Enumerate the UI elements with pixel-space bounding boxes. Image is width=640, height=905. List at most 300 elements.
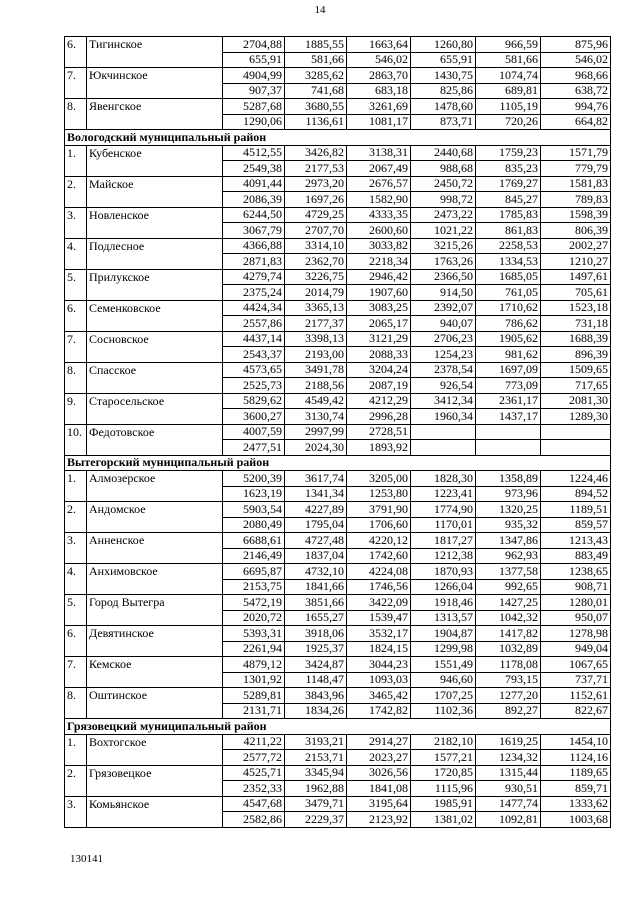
value-cell: 2002,27	[541, 238, 611, 254]
row-number: 5.	[65, 595, 87, 611]
subvalue-cell: 1763,26	[411, 254, 476, 270]
subvalue-cell: 1081,17	[347, 114, 411, 130]
table-row	[65, 595, 611, 611]
subvalue-cell: 845,27	[476, 192, 541, 208]
subvalue-cell: 930,51	[476, 781, 541, 797]
table-row	[65, 145, 611, 161]
district-header-row	[65, 719, 611, 735]
value-cell: 1985,91	[411, 796, 476, 812]
page-number: 14	[314, 4, 326, 16]
settlement-name: Семенковское	[87, 300, 223, 316]
subvalue-cell: 689,81	[476, 83, 541, 99]
value-cell: 1904,87	[411, 626, 476, 642]
value-cell: 2081,30	[541, 393, 611, 409]
table-subrow	[65, 254, 611, 270]
subvalue-cell: 946,60	[411, 672, 476, 688]
value-cell: 1333,62	[541, 796, 611, 812]
subvalue-cell: 741,68	[285, 83, 347, 99]
value-cell: 3205,00	[347, 471, 411, 487]
value-cell: 3617,74	[285, 471, 347, 487]
value-cell: 2863,70	[347, 68, 411, 84]
value-cell: 1067,65	[541, 657, 611, 673]
subvalue-cell: 581,66	[285, 52, 347, 68]
settlement-name: Старосельское	[87, 393, 223, 409]
subvalue-cell: 779,79	[541, 161, 611, 177]
settlement-name: Оштинское	[87, 688, 223, 704]
table-subrow	[65, 672, 611, 688]
subvalue-cell: 962,93	[476, 548, 541, 564]
value-cell: 1707,25	[411, 688, 476, 704]
subvalue-cell: 2080,49	[223, 517, 285, 533]
subvalue-cell: 1301,92	[223, 672, 285, 688]
subvalue-cell: 908,71	[541, 579, 611, 595]
table-row	[65, 362, 611, 378]
empty-cell	[87, 52, 223, 68]
row-number: 6.	[65, 626, 87, 642]
value-cell: 3215,26	[411, 238, 476, 254]
subvalue-cell: 1170,01	[411, 517, 476, 533]
settlement-name: Майское	[87, 176, 223, 192]
subvalue-cell: 2087,19	[347, 378, 411, 394]
table-row	[65, 331, 611, 347]
subvalue-cell: 683,18	[347, 83, 411, 99]
empty-cell	[87, 254, 223, 270]
value-cell: 4732,10	[285, 564, 347, 580]
subvalue-cell: 1092,81	[476, 812, 541, 828]
row-number: 3.	[65, 533, 87, 549]
value-cell: 4727,48	[285, 533, 347, 549]
subvalue-cell: 1003,68	[541, 812, 611, 828]
value-cell: 1377,58	[476, 564, 541, 580]
subvalue-cell: 907,37	[223, 83, 285, 99]
value-cell: 3426,82	[285, 145, 347, 161]
value-cell: 1427,25	[476, 595, 541, 611]
subvalue-cell: 1254,23	[411, 347, 476, 363]
value-cell: 3412,34	[411, 393, 476, 409]
empty-cell	[65, 378, 87, 394]
subvalue-cell: 664,82	[541, 114, 611, 130]
value-cell: 3204,24	[347, 362, 411, 378]
value-cell: 2440,68	[411, 145, 476, 161]
value-cell: 3261,69	[347, 99, 411, 115]
subvalue-cell: 1907,60	[347, 285, 411, 301]
settlement-name: Алмозерское	[87, 471, 223, 487]
subvalue-cell: 1102,36	[411, 703, 476, 719]
settlement-name: Новленское	[87, 207, 223, 223]
subvalue-cell: 1124,16	[541, 750, 611, 766]
value-cell: 2914,27	[347, 734, 411, 750]
table-row	[65, 796, 611, 812]
table-row	[65, 207, 611, 223]
row-number: 4.	[65, 564, 87, 580]
subvalue-cell: 655,91	[223, 52, 285, 68]
subvalue-cell: 1795,04	[285, 517, 347, 533]
subvalue-cell: 914,50	[411, 285, 476, 301]
empty-cell	[65, 192, 87, 208]
empty-cell	[87, 703, 223, 719]
value-cell: 4224,08	[347, 564, 411, 580]
settlement-name: Прилукское	[87, 269, 223, 285]
value-cell: 3083,25	[347, 300, 411, 316]
empty-cell	[87, 83, 223, 99]
table-subrow	[65, 781, 611, 797]
value-cell: 3918,06	[285, 626, 347, 642]
empty-cell	[87, 517, 223, 533]
value-cell: 6695,87	[223, 564, 285, 580]
value-cell: 994,76	[541, 99, 611, 115]
subvalue-cell: 1210,27	[541, 254, 611, 270]
value-cell: 1509,65	[541, 362, 611, 378]
empty-cell	[65, 750, 87, 766]
table-row	[65, 176, 611, 192]
value-cell: 4437,14	[223, 331, 285, 347]
empty-cell	[65, 409, 87, 425]
value-cell: 3345,94	[285, 765, 347, 781]
row-number: 7.	[65, 657, 87, 673]
value-cell: 5393,31	[223, 626, 285, 642]
value-cell: 4904,99	[223, 68, 285, 84]
empty-cell	[87, 378, 223, 394]
document-code: 130141	[70, 853, 103, 865]
empty-cell	[65, 812, 87, 828]
empty-cell	[65, 114, 87, 130]
table-row	[65, 99, 611, 115]
value-cell: 3479,71	[285, 796, 347, 812]
value-cell: 1759,23	[476, 145, 541, 161]
subvalue-cell: 2067,49	[347, 161, 411, 177]
value-cell: 2366,50	[411, 269, 476, 285]
row-number: 1.	[65, 471, 87, 487]
subvalue-cell: 2707,70	[285, 223, 347, 239]
subvalue-cell: 731,18	[541, 316, 611, 332]
value-cell: 3398,13	[285, 331, 347, 347]
subvalue-cell: 1623,19	[223, 486, 285, 502]
value-cell: 4547,68	[223, 796, 285, 812]
empty-cell	[65, 161, 87, 177]
value-cell: 1828,30	[411, 471, 476, 487]
value-cell: 3121,29	[347, 331, 411, 347]
subvalue-cell: 2549,38	[223, 161, 285, 177]
value-cell: 1238,65	[541, 564, 611, 580]
value-cell: 1152,61	[541, 688, 611, 704]
table-row	[65, 688, 611, 704]
subvalue-cell: 1381,02	[411, 812, 476, 828]
empty-cell	[87, 781, 223, 797]
row-number: 6.	[65, 37, 87, 53]
subvalue-cell: 2477,51	[223, 440, 285, 456]
subvalue-cell: 973,96	[476, 486, 541, 502]
subvalue-cell: 835,23	[476, 161, 541, 177]
empty-cell	[65, 579, 87, 595]
empty-cell	[87, 812, 223, 828]
subvalue-cell: 2020,72	[223, 610, 285, 626]
value-cell: 1189,51	[541, 502, 611, 518]
value-cell: 1720,85	[411, 765, 476, 781]
subvalue-cell: 822,67	[541, 703, 611, 719]
row-number: 4.	[65, 238, 87, 254]
subvalue-cell: 2177,37	[285, 316, 347, 332]
subvalue-cell: 789,83	[541, 192, 611, 208]
row-number: 6.	[65, 300, 87, 316]
table-row	[65, 300, 611, 316]
subvalue-cell: 1042,32	[476, 610, 541, 626]
value-cell: 1347,86	[476, 533, 541, 549]
value-cell: 1213,43	[541, 533, 611, 549]
district-title: Вологодский муниципальный район	[65, 130, 611, 146]
value-cell: 1785,83	[476, 207, 541, 223]
subvalue-cell: 998,72	[411, 192, 476, 208]
table-subrow	[65, 812, 611, 828]
empty-cell	[65, 83, 87, 99]
value-cell: 1277,20	[476, 688, 541, 704]
row-number: 7.	[65, 68, 87, 84]
value-cell: 1551,49	[411, 657, 476, 673]
value-cell: 2997,99	[285, 424, 347, 440]
value-cell: 5472,19	[223, 595, 285, 611]
empty-cell	[87, 672, 223, 688]
value-cell: 4220,12	[347, 533, 411, 549]
table-row	[65, 471, 611, 487]
subvalue-cell: 896,39	[541, 347, 611, 363]
subvalue-cell: 655,91	[411, 52, 476, 68]
table-row	[65, 734, 611, 750]
value-cell: 2450,72	[411, 176, 476, 192]
settlement-name: Юкчинское	[87, 68, 223, 84]
value-cell: 4333,35	[347, 207, 411, 223]
subvalue-cell: 1289,30	[541, 409, 611, 425]
settlement-name: Грязовецкое	[87, 765, 223, 781]
settlement-name: Вохтогское	[87, 734, 223, 750]
empty-cell	[65, 223, 87, 239]
subvalue-cell: 2996,28	[347, 409, 411, 425]
value-cell: 4879,12	[223, 657, 285, 673]
subvalue-cell: 1582,90	[347, 192, 411, 208]
empty-cell	[65, 548, 87, 564]
value-cell: 1885,55	[285, 37, 347, 53]
row-number: 8.	[65, 99, 87, 115]
subvalue-cell: 2543,37	[223, 347, 285, 363]
subvalue-cell: 949,04	[541, 641, 611, 657]
settlement-name: Кубенское	[87, 145, 223, 161]
value-cell: 875,96	[541, 37, 611, 53]
table-row	[65, 564, 611, 580]
subvalue-cell: 2123,92	[347, 812, 411, 828]
subvalue-cell: 1742,82	[347, 703, 411, 719]
value-cell: 1619,25	[476, 734, 541, 750]
subvalue-cell	[411, 440, 476, 456]
value-cell: 4007,59	[223, 424, 285, 440]
value-cell: 1074,74	[476, 68, 541, 84]
value-cell: 1358,89	[476, 471, 541, 487]
table-subrow	[65, 347, 611, 363]
value-cell: 1817,27	[411, 533, 476, 549]
value-cell: 1280,01	[541, 595, 611, 611]
value-cell: 4512,55	[223, 145, 285, 161]
subvalue-cell: 940,07	[411, 316, 476, 332]
value-cell: 5289,81	[223, 688, 285, 704]
value-cell: 4212,29	[347, 393, 411, 409]
value-cell: 3285,62	[285, 68, 347, 84]
subvalue-cell: 581,66	[476, 52, 541, 68]
subvalue-cell: 2600,60	[347, 223, 411, 239]
subvalue-cell	[476, 440, 541, 456]
table-row	[65, 269, 611, 285]
subvalue-cell: 926,54	[411, 378, 476, 394]
empty-cell	[65, 316, 87, 332]
subvalue-cell: 2218,34	[347, 254, 411, 270]
subvalue-cell: 1093,03	[347, 672, 411, 688]
value-cell: 1105,19	[476, 99, 541, 115]
value-cell: 4227,89	[285, 502, 347, 518]
table-subrow	[65, 114, 611, 130]
value-cell: 1774,90	[411, 502, 476, 518]
value-cell: 1224,46	[541, 471, 611, 487]
subvalue-cell: 1746,56	[347, 579, 411, 595]
subvalue-cell: 2088,33	[347, 347, 411, 363]
empty-cell	[65, 703, 87, 719]
empty-cell	[87, 192, 223, 208]
subvalue-cell: 2177,53	[285, 161, 347, 177]
value-cell: 1905,62	[476, 331, 541, 347]
subvalue-cell: 1893,92	[347, 440, 411, 456]
subvalue-cell: 1266,04	[411, 579, 476, 595]
value-cell: 4211,22	[223, 734, 285, 750]
settlement-name: Явенгское	[87, 99, 223, 115]
row-number: 5.	[65, 269, 87, 285]
value-cell: 2728,51	[347, 424, 411, 440]
value-cell	[411, 424, 476, 440]
settlement-name: Тигинское	[87, 37, 223, 53]
value-cell: 4525,71	[223, 765, 285, 781]
value-cell: 1315,44	[476, 765, 541, 781]
value-cell: 1189,65	[541, 765, 611, 781]
subvalue-cell: 1577,21	[411, 750, 476, 766]
subvalue-cell: 894,52	[541, 486, 611, 502]
subvalue-cell: 1253,80	[347, 486, 411, 502]
subvalue-cell: 793,15	[476, 672, 541, 688]
table-subrow	[65, 440, 611, 456]
subvalue-cell: 786,62	[476, 316, 541, 332]
value-cell: 1477,74	[476, 796, 541, 812]
subvalue-cell: 988,68	[411, 161, 476, 177]
value-cell: 1454,10	[541, 734, 611, 750]
subvalue-cell: 1212,38	[411, 548, 476, 564]
table-subrow	[65, 641, 611, 657]
subvalue-cell	[541, 440, 611, 456]
subvalue-cell: 2229,37	[285, 812, 347, 828]
empty-cell	[65, 781, 87, 797]
settlement-name: Подлесное	[87, 238, 223, 254]
subvalue-cell: 1437,17	[476, 409, 541, 425]
table-subrow	[65, 52, 611, 68]
subvalue-cell: 861,83	[476, 223, 541, 239]
row-number: 2.	[65, 502, 87, 518]
tariff-table	[64, 36, 611, 828]
subvalue-cell: 883,49	[541, 548, 611, 564]
value-cell: 3033,82	[347, 238, 411, 254]
row-number: 3.	[65, 207, 87, 223]
row-number: 8.	[65, 688, 87, 704]
value-cell: 968,66	[541, 68, 611, 84]
subvalue-cell: 1742,60	[347, 548, 411, 564]
subvalue-cell: 1290,06	[223, 114, 285, 130]
value-cell: 2361,17	[476, 393, 541, 409]
value-cell: 4573,65	[223, 362, 285, 378]
value-cell: 1430,75	[411, 68, 476, 84]
table-subrow	[65, 610, 611, 626]
subvalue-cell: 1539,47	[347, 610, 411, 626]
empty-cell	[65, 641, 87, 657]
table-row	[65, 533, 611, 549]
table-subrow	[65, 378, 611, 394]
value-cell: 2973,20	[285, 176, 347, 192]
district-header-row	[65, 130, 611, 146]
subvalue-cell: 892,27	[476, 703, 541, 719]
subvalue-cell: 1334,53	[476, 254, 541, 270]
subvalue-cell: 1021,22	[411, 223, 476, 239]
value-cell: 3465,42	[347, 688, 411, 704]
subvalue-cell: 950,07	[541, 610, 611, 626]
table-subrow	[65, 83, 611, 99]
subvalue-cell: 1313,57	[411, 610, 476, 626]
value-cell: 2378,54	[411, 362, 476, 378]
value-cell: 3193,21	[285, 734, 347, 750]
value-cell: 3843,96	[285, 688, 347, 704]
value-cell: 3851,66	[285, 595, 347, 611]
value-cell: 1870,93	[411, 564, 476, 580]
subvalue-cell: 2352,33	[223, 781, 285, 797]
row-number: 7.	[65, 331, 87, 347]
subvalue-cell: 1837,04	[285, 548, 347, 564]
value-cell: 1417,82	[476, 626, 541, 642]
subvalue-cell: 773,09	[476, 378, 541, 394]
empty-cell	[65, 517, 87, 533]
table-subrow	[65, 409, 611, 425]
subvalue-cell: 2871,83	[223, 254, 285, 270]
value-cell: 4729,25	[285, 207, 347, 223]
table-subrow	[65, 703, 611, 719]
table-subrow	[65, 548, 611, 564]
value-cell: 1710,62	[476, 300, 541, 316]
subvalue-cell: 2014,79	[285, 285, 347, 301]
subvalue-cell: 873,71	[411, 114, 476, 130]
table-subrow	[65, 316, 611, 332]
subvalue-cell: 1148,47	[285, 672, 347, 688]
subvalue-cell: 1115,96	[411, 781, 476, 797]
value-cell: 1581,83	[541, 176, 611, 192]
empty-cell	[87, 750, 223, 766]
table-row	[65, 626, 611, 642]
settlement-name: Кемское	[87, 657, 223, 673]
value-cell: 3044,23	[347, 657, 411, 673]
empty-cell	[87, 316, 223, 332]
table-row	[65, 502, 611, 518]
table-subrow	[65, 161, 611, 177]
value-cell: 1688,39	[541, 331, 611, 347]
subvalue-cell: 1925,37	[285, 641, 347, 657]
value-cell: 3226,75	[285, 269, 347, 285]
value-cell: 3195,64	[347, 796, 411, 812]
subvalue-cell: 546,02	[347, 52, 411, 68]
settlement-name: Федотовское	[87, 424, 223, 440]
table-row	[65, 238, 611, 254]
subvalue-cell: 1655,27	[285, 610, 347, 626]
value-cell: 3365,13	[285, 300, 347, 316]
value-cell: 966,59	[476, 37, 541, 53]
subvalue-cell: 1962,88	[285, 781, 347, 797]
empty-cell	[87, 409, 223, 425]
value-cell: 2258,53	[476, 238, 541, 254]
